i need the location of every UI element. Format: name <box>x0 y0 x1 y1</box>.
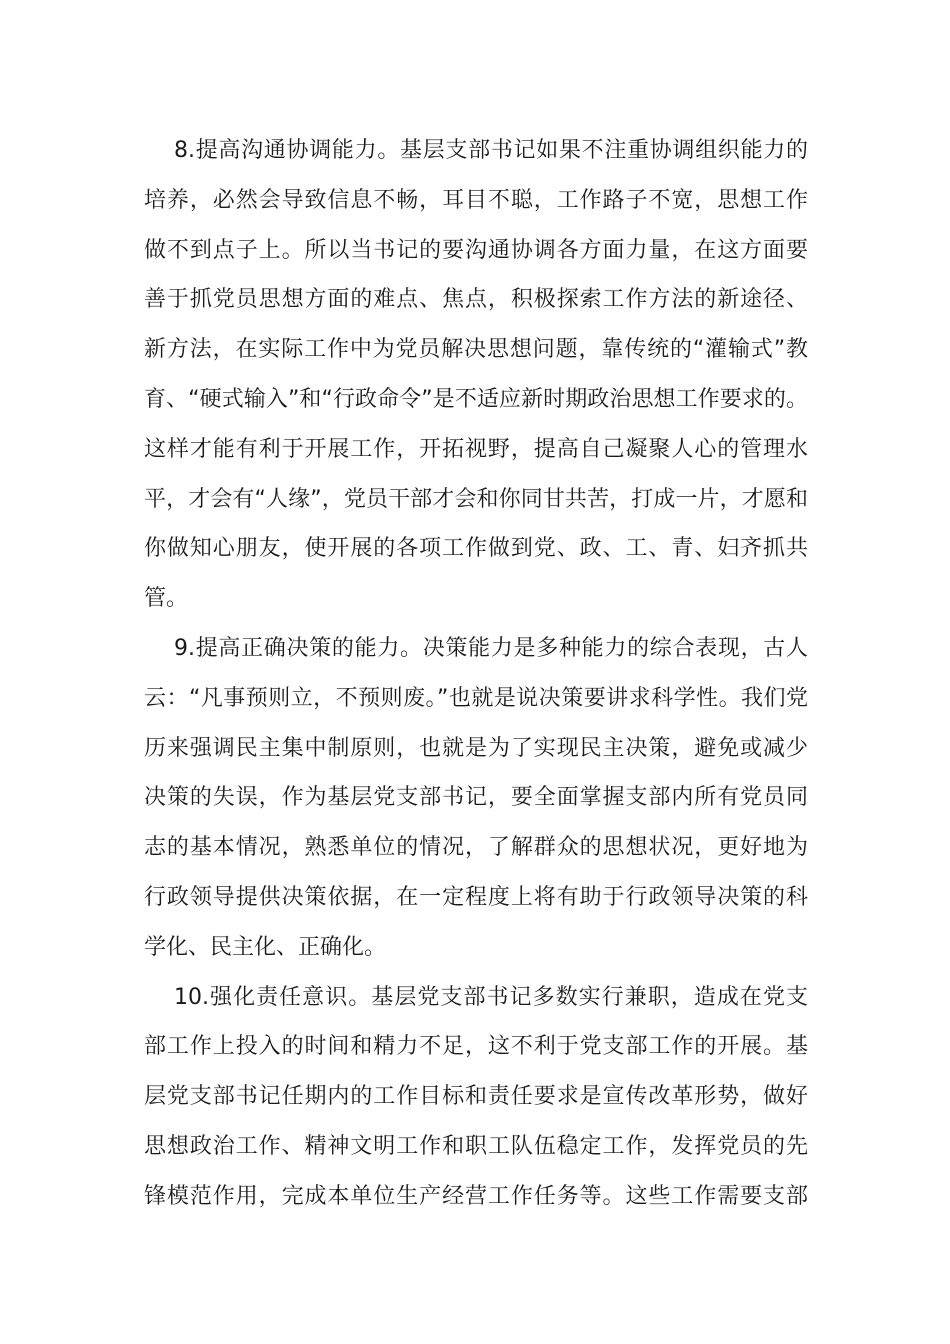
text-line: 9.提高正确决策的能力。决策能力是多种能力的综合表现，古人 <box>174 635 808 661</box>
text-line: 学化、民主化、正确化。 <box>144 934 387 960</box>
paragraph-9 <box>144 624 808 973</box>
text-line: 决策的失误，作为基层党支部书记，要全面掌握支部内所有党员同 <box>144 785 808 811</box>
text-line: 志的基本情况，熟悉单位的情况，了解群众的思想状况，更好地为 <box>144 835 808 861</box>
text-line: 培养，必然会导致信息不畅，耳目不聪，工作路子不宽，思想工作 <box>144 187 808 213</box>
text-line: 管。 <box>144 586 189 612</box>
text-line: 8.提高沟通协调能力。基层支部书记如果不注重协调组织能力的 <box>174 138 808 163</box>
text-line: 云：“凡事预则立，不预则废。”也就是说决策要讲求科学性。我们党 <box>144 685 808 711</box>
text-line: 思想政治工作、精神文明工作和职工队伍稳定工作，发挥党员的先 <box>144 1133 808 1159</box>
text-line: 行政领导提供决策依据，在一定程度上将有助于行政领导决策的科 <box>144 884 808 910</box>
text-line: 部工作上投入的时间和精力不足，这不利于党支部工作的开展。基 <box>144 1034 808 1060</box>
text-line: 善于抓党员思想方面的难点、焦点，积极探索工作方法的新途径、 <box>144 287 808 313</box>
text-line: 层党支部书记任期内的工作目标和责任要求是宣传改革形势，做好 <box>144 1084 808 1110</box>
document-body <box>144 126 808 1222</box>
text-line: 育、“硬式输入”和“行政命令”是不适应新时期政治思想工作要求的。 <box>144 386 808 412</box>
text-line: 你做知心朋友，使开展的各项工作做到党、政、工、青、妇齐抓共 <box>144 536 808 562</box>
text-line: 做不到点子上。所以当书记的要沟通协调各方面力量，在这方面要 <box>144 237 808 263</box>
text-line: 平，才会有“人缘”，党员干部才会和你同甘共苦，打成一片，才愿和 <box>144 486 808 512</box>
paragraph-8 <box>144 126 808 624</box>
text-line: 历来强调民主集中制原则，也就是为了实现民主决策，避免或减少 <box>144 735 808 761</box>
text-line: 锋模范作用，完成本单位生产经营工作任务等。这些工作需要支部 <box>144 1183 808 1209</box>
paragraph-10 <box>144 973 808 1222</box>
text-line: 10.强化责任意识。基层党支部书记多数实行兼职，造成在党支 <box>174 984 808 1010</box>
text-line: 新方法，在实际工作中为党员解决思想问题，靠传统的“灌输式”教 <box>144 337 808 363</box>
text-line: 这样才能有利于开展工作，开拓视野，提高自己凝聚人心的管理水 <box>144 436 808 462</box>
